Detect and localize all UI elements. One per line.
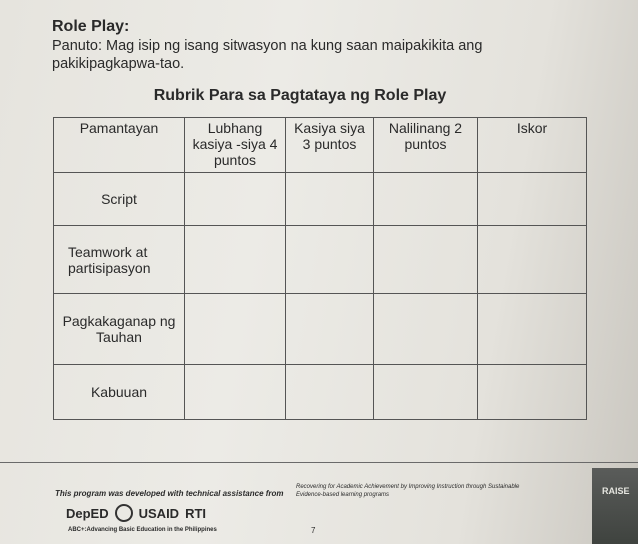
rti-logo: RTI [185,505,207,521]
raise-banner [592,468,638,544]
table-row [54,365,587,420]
usaid-seal-icon [115,504,133,522]
score-cell [185,173,286,226]
rubric-table [53,117,587,420]
score-cell [185,226,286,294]
table-row [54,173,587,226]
header-kasiya-siya: Kasiya siya 3 puntos [286,118,374,173]
section-title: Role Play: [52,18,130,35]
usaid-logo: USAID [138,505,180,521]
criterion-pagkakaganap: Pagkakaganap ng Tauhan [54,294,185,365]
table-row [54,294,587,365]
score-cell [286,365,374,420]
score-cell [185,294,286,365]
instruction-text: Panuto: Mag isip ng isang sitwasyon na kung saan maipakikita ang pakikipagkapwa-tao. [52,38,483,72]
footer-dev-note: This program was developed with technical assistance from [55,489,284,498]
deped-logo: DepED [66,505,109,521]
score-cell [478,226,587,294]
partner-logos [66,504,206,522]
page-number: 7 [311,526,316,535]
score-cell [478,294,587,365]
header-nalilinang: Nalilinang 2 puntos [374,118,478,173]
criterion-script: Script [54,173,185,226]
score-cell [374,226,478,294]
criterion-teamwork: Teamwork at partisipasyon [54,226,185,294]
table-row [54,226,587,294]
score-cell [185,365,286,420]
score-cell [374,365,478,420]
footer-abc-note: ABC+:Advancing Basic Education in the Philippines [68,527,217,533]
raise-logo: RAISE [602,486,630,496]
header-lubhang-kasiya-siya: Lubhang kasiya -siya 4 puntos [185,118,286,173]
score-cell [286,173,374,226]
score-cell [478,173,587,226]
footer-recovering-note: Recovering for Academic Achievement by Improving Instruction through Sustainable Evidence-based learning programs [296,484,520,498]
criterion-kabuuan: Kabuuan [54,365,185,420]
score-cell [374,294,478,365]
score-cell [374,173,478,226]
rubric-header-row [54,118,587,173]
rubric-title: Rubrik Para sa Pagtataya ng Role Play [153,87,447,104]
score-cell [478,365,587,420]
score-cell [286,226,374,294]
header-pamantayan: Pamantayan [54,118,185,173]
footer-divider [0,462,638,463]
header-iskor: Iskor [478,118,587,173]
score-cell [286,294,374,365]
